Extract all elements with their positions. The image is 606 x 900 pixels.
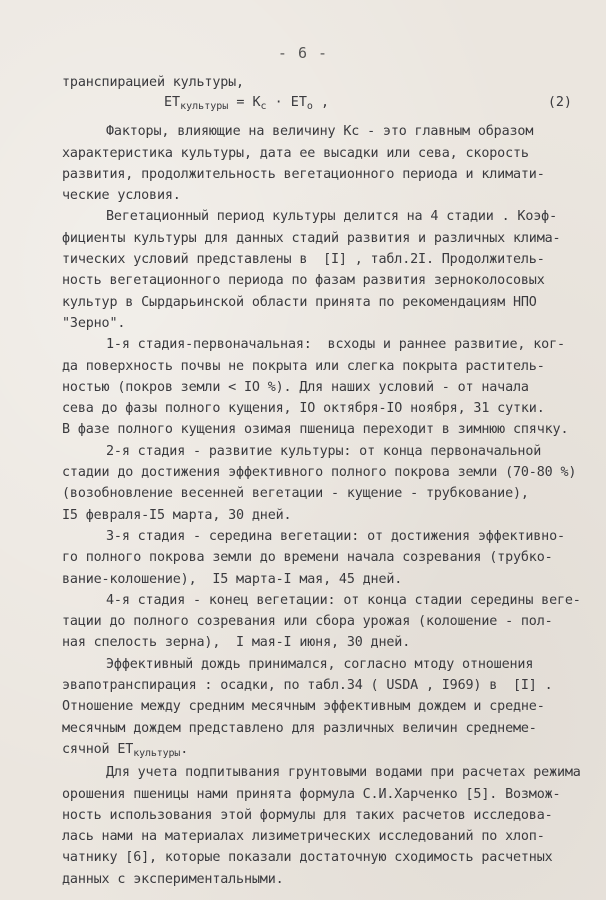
text-line: Вегетационный период культуры делится на 4 стадии . Коэф- xyxy=(106,209,557,225)
text-line: (возобновление весенней вегетации - кущение - трубкование), xyxy=(62,486,529,502)
text-line: фициенты культуры для данных стадий развития и различных клима- xyxy=(62,230,561,246)
text-line: тации до полного созревания или сбора урожая (колошение - пол- xyxy=(62,614,553,630)
text-line: тических условий представлены в [I] , табл.2I. Продолжитель- xyxy=(62,252,545,268)
formula-2 xyxy=(62,93,572,121)
text-line: 1-я стадия-первоначальная: всходы и раннее развитие, ког- xyxy=(106,337,565,353)
text-line: стадии до достижения эффективного полного покрова земли (70-80 %) xyxy=(62,465,577,481)
text-line: лась нами на материалах лизиметрических исследований по хлоп- xyxy=(62,829,545,845)
text-line: "Зерно". xyxy=(62,315,126,331)
text-line: ческие условия. xyxy=(62,188,181,204)
text-line: Факторы, влияющие на величину Kc - это главным образом xyxy=(106,124,534,140)
text-line: данных с экспериментальными. xyxy=(62,871,284,887)
text-line: вание-колошение), I5 марта-I мая, 45 дней. xyxy=(62,571,403,587)
text-line: орошения пшеницы нами принята формула С.И.Харченко [5]. Возмож- xyxy=(62,786,561,802)
page-number: - 6 - xyxy=(277,44,329,62)
paragraph-stage-1 xyxy=(62,334,572,440)
paragraph-groundwater xyxy=(62,762,581,890)
text-line: чатнику [6], которые показали достаточную сходимость расчетных xyxy=(62,850,553,866)
paragraph-stage-3 xyxy=(62,526,572,590)
paragraph-factors xyxy=(62,121,572,206)
formula-number: (2) xyxy=(547,95,572,111)
text-line: ная спелость зерна), I мая-I июня, 30 дней. xyxy=(62,635,411,651)
text-line: Эффективный дождь принимался, согласно мтоду отношения xyxy=(106,656,534,672)
paragraph-effective-rain xyxy=(62,654,572,760)
text-line: месячным дождем представлено для различных величин среднеме- xyxy=(62,720,537,736)
text-line: ность использования этой формулы для таких расчетов исследова- xyxy=(62,807,553,823)
paragraph-stage-2 xyxy=(62,441,577,526)
text-line: развития, продолжительность вегетационного периода и климати- xyxy=(62,166,545,182)
paragraph-stage-4 xyxy=(62,590,581,654)
text-line: да поверхность почвы не покрыта или слегка покрыта раститель- xyxy=(62,358,545,374)
text-body xyxy=(62,72,581,890)
text-line: 3-я стадия - середина вегетации: от достижения эффективно- xyxy=(106,528,565,544)
text-line: культур в Сырдарьинской области принята по рекомендациям НПО xyxy=(62,294,537,310)
intro-line: транспирацией культуры, xyxy=(62,75,244,90)
text-line: характеристика культуры, дата ее высадки или сева, скорость xyxy=(62,145,529,161)
text-line: сячной $ET_{культуры}$. xyxy=(62,741,189,759)
text-line: эвапотранспирация : осадки, по табл.34 ( USDA , I969) в [I] . xyxy=(62,678,553,694)
text-line: 4-я стадия - конец вегетации: от конца стадии середины веге- xyxy=(106,592,581,608)
text-line: 2-я стадия - развитие культуры: от конца первоначальной xyxy=(106,443,542,459)
text-line: ностью (покров земли < IO %). Для наших условий - от начала xyxy=(62,379,529,395)
text-line: го полного покрова земли до времени начала созревания (трубко- xyxy=(62,550,553,566)
text-line: В фазе полного кущения озимая пшеница переходит в зимнюю спячку. xyxy=(62,422,569,438)
text-line: I5 февраля-I5 марта, 30 дней. xyxy=(62,507,292,523)
formula-expression: $ET_{культуры} = K_c \cdot ET_o$ , xyxy=(164,95,330,113)
paragraph-vegetation-period xyxy=(62,206,572,334)
text-line: Отношение между средним месячным эффективным дождем и средне- xyxy=(62,699,545,715)
text-line: Для учета подпитывания грунтовыми водами при расчетах режима xyxy=(106,765,581,781)
text-line: ность вегетационного периода по фазам развития зерноколосовых xyxy=(62,273,545,289)
text-line: сева до фазы полного кущения, IO октября-IO ноября, 31 сутки. xyxy=(62,401,545,417)
